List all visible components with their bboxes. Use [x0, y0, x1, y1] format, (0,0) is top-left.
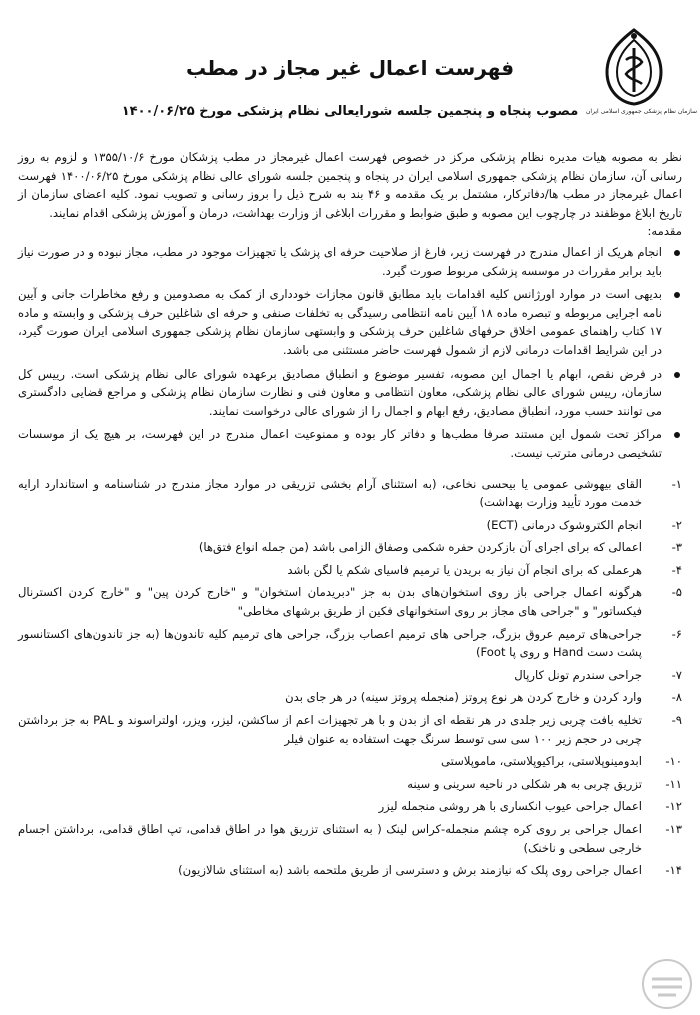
- bullet-item: [18, 243, 682, 280]
- list-item: [18, 625, 682, 662]
- item-number: ۱۴-: [665, 863, 682, 878]
- item-number: ۶-: [671, 626, 682, 641]
- list-item: [18, 688, 682, 707]
- list-item: [18, 820, 682, 857]
- bullet-dot-icon: [674, 372, 680, 378]
- document-body: [18, 148, 682, 884]
- item-number: ۴-: [671, 562, 682, 577]
- logo-caption: سازمان نظام پزشکی جمهوری اسلامی ایران: [586, 108, 698, 115]
- item-number: ۲-: [671, 517, 682, 532]
- list-item: [18, 711, 682, 748]
- list-item: [18, 475, 682, 512]
- page-title: فهرست اعمال غیر مجاز در مطب: [185, 56, 515, 80]
- item-text: اعمال جراحی روی پلک که نیازمند برش و دسترسی از طریق ملتحمه باشد (به استثنای شالازیون): [178, 863, 642, 878]
- bullet-text: مراکز تحت شمول این مستند صرفا مطب‌ها و دفاتر کار بوده و ممنوعیت اعمال مندرج در این فهرست، بر هیچ یک از موسسات تشخیصی درمانی مترتب نیست.: [18, 427, 662, 460]
- preamble-bullets: [18, 243, 682, 463]
- page-subtitle: مصوب پنجاه و پنجمین جلسه شورایعالی نظام پزشکی مورخ ۱۴۰۰/۰۶/۲۵: [121, 104, 579, 119]
- item-number: ۸-: [671, 690, 682, 705]
- item-text: هرعملی که برای انجام آن نیاز به بریدن یا ترمیم فاسیای شکم یا لگن باشد: [287, 562, 642, 577]
- list-item: [18, 583, 682, 620]
- item-text: اعمال جراحی بر روی کره چشم منجمله-کراس لینک ( به استثنای تزریق هوا در اطاق قدامی، تپ اطاق قدامی، برداشتن اجسام خارجی سطحی و ناخنک): [18, 822, 642, 855]
- list-item: [18, 516, 682, 535]
- bullet-text: در فرض نقص، ابهام یا اجمال این مصوبه، تفسیر موضوع و انطباق مصادیق برعهده شورای عالی نظام پزشکی است. رییس کل سازمان، رییس شورای عالی نظام پزشکی، معاون انتظامی و معاون فنی و نظارت سازمان نظام پزشکی و مراجع قضایی دادگستری می توانند حسب مورد، انطباق مصادیق، رفع ابهام و اجمال را از شورای عالی درخواست نمایند.: [18, 366, 662, 418]
- item-number: ۵-: [671, 585, 682, 600]
- list-item: [18, 775, 682, 794]
- list-item: [18, 561, 682, 580]
- intro-section: [18, 148, 682, 241]
- item-text: اعمال جراحی عیوب انکساری با هر روشی منجمله لیزر: [378, 799, 642, 814]
- list-item: [18, 797, 682, 816]
- bullet-dot-icon: [674, 292, 680, 298]
- bullet-item: [18, 365, 682, 421]
- bullet-dot-icon: [674, 432, 680, 438]
- item-text: جراحی سندرم تونل کارپال: [514, 667, 642, 682]
- logo: [586, 26, 698, 126]
- item-text: تخلیه بافت چربی زیر جلدی در هر نقطه ای از بدن و با هر تجهیزات اعم از ساکشن، لیزر، ویزر، اولتراسوند و PAL به جز برداشتن چربی در حجم زیر ۱۰۰ سی سی توسط سرنگ جهت استفاده به عنوان فیلر: [18, 713, 643, 746]
- item-text: اعمالی که برای اجرای آن بازکردن حفره شکمی وصفاق الزامی باشد (من جمله انواع فتق‌ها): [198, 540, 642, 555]
- item-text: ابدومینوپلاستی، براکیوپلاستی، ماموپلاستی: [440, 754, 642, 769]
- item-number: ۱۱-: [665, 776, 682, 791]
- item-number: ۳-: [671, 540, 682, 555]
- medical-council-emblem-icon: [599, 26, 669, 108]
- intro-label: مقدمه:: [647, 224, 682, 239]
- item-text: انجام الکتروشوک درمانی (ECT): [486, 517, 642, 532]
- bullet-dot-icon: [674, 250, 680, 256]
- item-number: ۱۲-: [665, 799, 682, 814]
- item-number: ۱۰-: [665, 754, 682, 769]
- watermark-logo-icon: [640, 957, 694, 1011]
- bullet-item: [18, 425, 682, 462]
- item-number: ۹-: [671, 713, 682, 728]
- item-number: ۱-: [671, 476, 682, 491]
- list-item: [18, 666, 682, 685]
- prohibited-procedures-list: [18, 475, 682, 880]
- item-number: ۱۳-: [665, 822, 682, 836]
- list-item: [18, 861, 682, 880]
- bullet-item: [18, 285, 682, 359]
- list-item: [18, 752, 682, 771]
- bullet-text: بدیهی است در موارد اورژانس کلیه اقدامات باید مطابق قانون مجازات خودداری از کمک به مصدومین و رفع مخاطرات جانی و آیین نامه اجرایی مربوطه و تبصره ماده ۱۸ آیین نامه انتظامی رسیدگی به تخلفات صنفی و حرفه ای شاغلین حرف پزشکی و وابسته و ماده ۱۷ کتاب راهنمای عمومی اخلاق حرفهای شاغلین حرف پزشکی و وابستهی سازمان نظام پزشکی جمهوری اسلامی ایران صورت گیرد، در این شرایط اقدامات درمانی لازم از شمول فهرست حاضر مستثنی می باشد.: [18, 287, 662, 357]
- item-text: وارد کردن و خارج کردن هر نوع پروتز (منجمله پروتز سینه) در هر جای بدن: [285, 690, 642, 705]
- item-text: تزریق چربی به هر شکلی در ناحیه سرینی و سینه: [407, 776, 642, 791]
- item-text: القای بیهوشی عمومی یا بیحسی نخاعی، (به استثنای آرام بخشی تزریقی در موارد مجاز مندرج در شناسنامه و استاندارد ارایه خدمت مورد تأیید وزارت بهداشت): [18, 476, 642, 510]
- intro-paragraph: نظر به مصوبه هیات مدیره نظام پزشکی مرکز در خصوص فهرست اعمال غیرمجاز در مطب پزشکان مورخ ۱۳۵۵/۱۰/۶ و لزوم به روز رسانی آن، سازمان نظام پزشکی جمهوری اسلامی ایران در پنجاه و پنجمین جلسه شورای عالی نظام پزشکی مورخ ۱۴۰۰/۰۶/۲۵ فهرست اعمال غیرمجاز در مطب ها/دفاترکار، مشتمل بر یک مقدمه و ۴۶ بند به شرح ذیل را بروز رسانی و تصویب نمود. کلیه اعضای سازمان از تاریخ ابلاغ موظفند در چارچوب این مصوبه و طبق ضوابط و مقررات ابلاغی از وزارت بهداشت، درمان و آموزش پزشکی اقدام نمایند.: [18, 150, 682, 220]
- bullet-text: انجام هریک از اعمال مندرج در فهرست زیر، فارغ از صلاحیت حرفه ای پزشک یا تجهیزات موجود در مطب، مجاز نبوده و در صورت نیاز باید برابر مقررات در موسسه پزشکی مربوط صورت گیرد.: [18, 244, 662, 278]
- list-item: [18, 538, 682, 557]
- item-text: جراحی‌های ترمیم عروق بزرگ، جراحی های ترمیم اعصاب بزرگ، جراحی های ترمیم کلیه تاندون‌ها (به جز تاندون‌های اکستانسور پشت دست Hand و روی پا Foot): [18, 626, 642, 660]
- item-text: هرگونه اعمال جراحی باز روی استخوان‌های بدن به جز "دبریدمان استخوان" و "خارج کردن پین" و "خارج کردن اکسترنال فیکساتور" و "جراحی های مجاز بر روی استخوانهای فکین از طریق برشهای مخاطی": [18, 585, 642, 619]
- item-number: ۷-: [671, 667, 682, 682]
